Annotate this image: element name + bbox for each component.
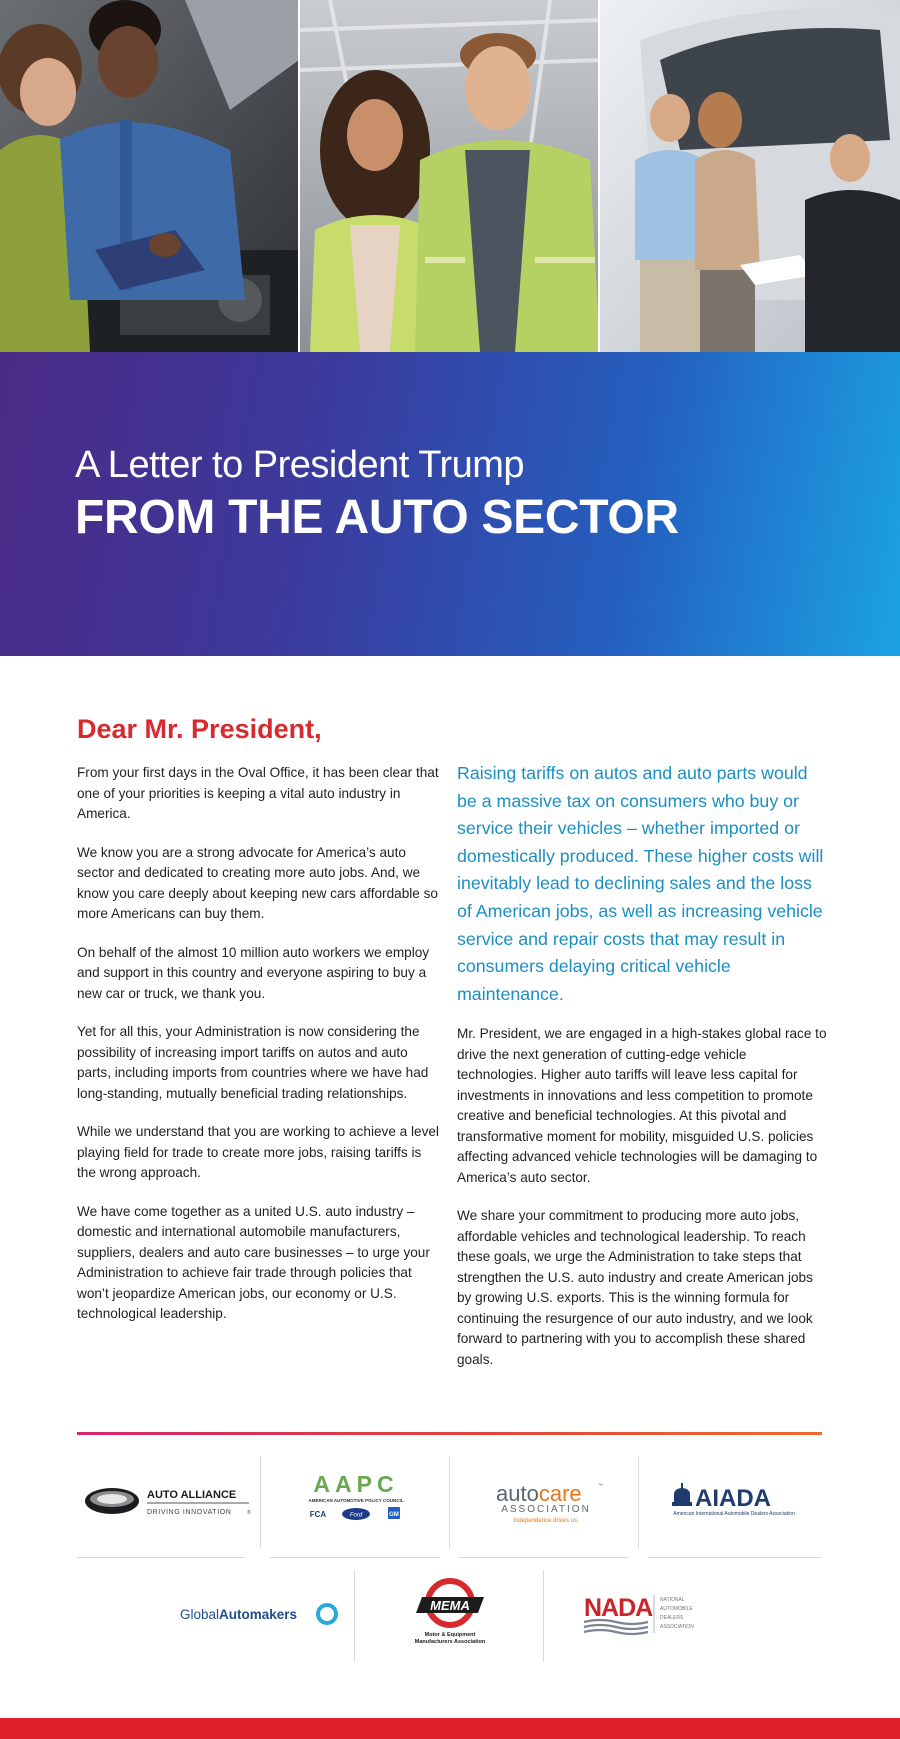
logo-separator [260, 1456, 261, 1548]
auto-alliance-logo [77, 1470, 257, 1532]
letter-paragraph: While we understand that you are working to achieve a level playing field for trade to create more jobs, raising tariffs is the wrong approach. [77, 1124, 439, 1180]
pull-quote: Raising tariffs on autos and auto parts would be a massive tax on consumers who buy or service their vehicles – whether imported or domestically produced. These higher costs will inevitably lead to declining sales and the loss of American jobs, as well as increasing vehicle service and repair costs that may result in consumers delaying critical vehicle maintenance. [457, 763, 824, 1004]
auto-care-association-logo [455, 1470, 635, 1532]
letter-paragraph: Yet for all this, your Administration is now considering the possibility of increasing import tariffs on autos and auto parts, including imports from countries where we have had long-standing, mutually beneficial trading relationships. [77, 1024, 429, 1101]
letter-right-column [457, 760, 827, 1388]
global-automakers-logo [170, 1583, 350, 1645]
nada-line2: AUTOMOBILE [660, 1606, 693, 1612]
banner-title-line1: A Letter to President Trump [75, 444, 525, 486]
logo-separator [77, 1557, 245, 1558]
logo-separator [638, 1456, 639, 1548]
logo-separator [449, 1456, 450, 1548]
nada-line4: ASSOCIATION [660, 1624, 694, 1630]
logo-separator [458, 1557, 628, 1558]
logo-separator [648, 1557, 822, 1558]
banner-title-line2: FROM THE AUTO SECTOR [75, 491, 679, 544]
nada-logo [550, 1583, 730, 1645]
auto-alliance-tagline: DRIVING INNOVATION [147, 1509, 232, 1516]
autocare-name-part1: autocare [496, 1481, 582, 1506]
letter-paragraph: From your first days in the Oval Office, it has been clear that one of your priorities is keeping a vital auto industry in America. [77, 765, 439, 821]
logo-separator [543, 1570, 544, 1662]
mema-name: MEMA [430, 1598, 470, 1613]
photo-factory-workers [298, 0, 599, 352]
autocare-tagline: Independence drives us. [513, 1518, 579, 1524]
autocare-tm: ™ [598, 1483, 603, 1489]
aapc-subtitle: AMERICAN AUTOMOTIVE POLICY COUNCIL [308, 1498, 404, 1503]
letter-paragraph: We know you are a strong advocate for America’s auto sector and dedicated to creating more auto jobs. And, we know you care deeply about keeping new cars affordable so more Americans can buy them. [77, 844, 438, 921]
mema-line1: Motor & Equipment [424, 1632, 476, 1638]
mema-line2: Manufacturers Association [414, 1639, 486, 1645]
photo-mechanic-with-customer [0, 0, 298, 352]
aapc-member-fca: FCA [309, 1510, 327, 1519]
aapc-member-ford: Ford [349, 1512, 363, 1519]
logo-separator [354, 1570, 355, 1662]
logo-separator [270, 1557, 440, 1558]
letter-salutation: Dear Mr. President, [77, 714, 322, 744]
nada-name: NADA [584, 1594, 653, 1622]
letter-paragraph: Mr. President, we are engaged in a high-stakes global race to drive the next generation of cutting-edge vehicle technologies. Higher auto tariffs will leave less capital for investments in innovations and less competition to promote creative and beneficial technologies. At this pivotal and transformative moment for mobility, misguided U.S. policies affecting advanced vehicle technologies will be damaging to America’s auto sector. [457, 1026, 827, 1185]
nada-line3: DEALERS [660, 1615, 684, 1621]
aiada-logo [644, 1470, 824, 1532]
letter-paragraph: We share your commitment to producing more auto jobs, affordable vehicles and technological leadership. To reach these goals, we urge the Administration to take steps that strengthen the U.S. auto industry and create American jobs by growing U.S. exports. This is the winning formula for continuing the resurgence of our auto industry, and we look forward to partnering with you to accomplish these shared goals. [457, 1208, 813, 1367]
letter-paragraph: We have come together as a united U.S. auto industry – domestic and international automobile manufacturers, suppliers, dealers and auto care businesses – to urge your Administration to achieve fair trade through policies that won’t jeopardize American jobs, our economy or U.S. technological leadership. [77, 1203, 430, 1321]
autocare-sub: ASSOCIATION [501, 1504, 591, 1515]
nada-line1: NATIONAL [660, 1597, 685, 1603]
aapc-member-gm: GM [389, 1512, 399, 1518]
photo-strip [0, 0, 900, 352]
auto-alliance-name: AUTO ALLIANCE [147, 1489, 237, 1501]
footer-divider-rule [77, 1432, 822, 1435]
aiada-subtitle: American International Automobile Dealers Association [673, 1511, 795, 1517]
bottom-red-bar [0, 1718, 900, 1739]
auto-alliance-reg: ® [247, 1510, 251, 1516]
mema-logo [360, 1575, 540, 1653]
letter-left-column [77, 763, 439, 1343]
aiada-name: AIADA [695, 1485, 771, 1512]
aapc-logo [266, 1470, 446, 1532]
letter-paragraph: On behalf of the almost 10 million auto workers we employ and support in this country and everyone aspiring to buy a new car or truck, we thank you. [77, 944, 430, 1001]
global-automakers-name: GlobalAutomakers [180, 1607, 298, 1622]
title-banner [0, 352, 900, 656]
aapc-name: AAPC [313, 1471, 399, 1497]
photo-couple-at-dealership [598, 0, 900, 352]
